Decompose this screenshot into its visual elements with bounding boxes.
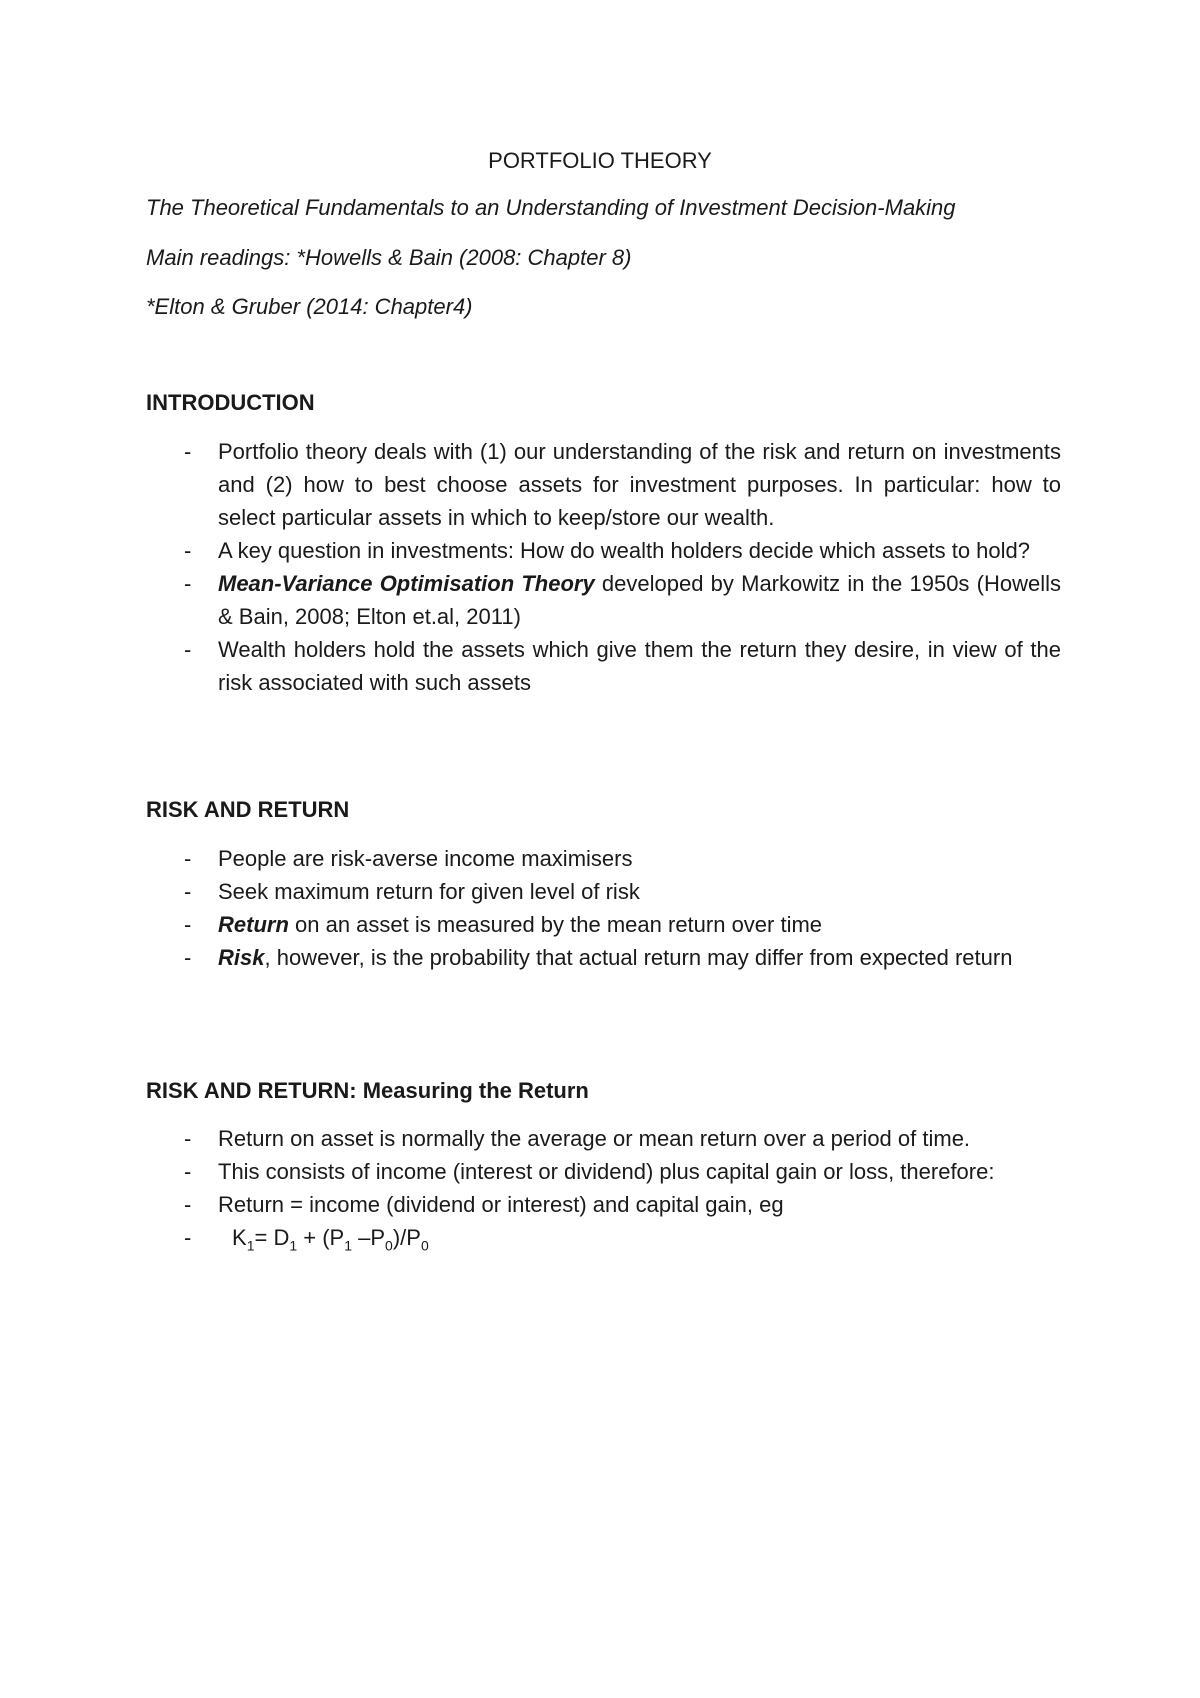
bullet-dash: -	[184, 1225, 192, 1250]
list-item-formula	[146, 1221, 1061, 1254]
bullet-dash: -	[184, 439, 192, 464]
bullet-text: Seek maximum return for given level of risk	[218, 879, 640, 904]
formula-k-subscript: 1	[246, 1237, 255, 1254]
bullet-text: This consists of income (interest or dividend) plus capital gain or loss, therefore:	[218, 1159, 995, 1184]
formula-p0: –P	[352, 1225, 386, 1250]
bullet-dash: -	[184, 945, 192, 970]
bullet-text: developed by Markowitz in the 1950s (Howells & Bain, 2008; Elton et.al, 2011)	[218, 571, 1061, 629]
list-item	[146, 567, 1061, 633]
return-formula	[218, 1225, 429, 1254]
bullet-dash: -	[184, 637, 192, 662]
formula-divisor-subscript: 0	[420, 1237, 429, 1254]
formula-divisor: )/P	[392, 1225, 421, 1250]
formula-p1-subscript: 1	[344, 1237, 353, 1254]
list-item	[146, 908, 1061, 941]
measuring-list	[146, 1122, 1061, 1254]
formula-k: K	[232, 1225, 247, 1250]
list-item	[146, 1155, 1061, 1188]
bullet-text: People are risk-averse income maximisers	[218, 846, 633, 871]
formula-d-subscript: 1	[289, 1237, 298, 1254]
list-item	[146, 633, 1061, 699]
bullet-emphasis: Mean-Variance Optimisation Theory	[218, 571, 595, 596]
list-item	[146, 875, 1061, 908]
bullet-dash: -	[184, 879, 192, 904]
formula-p1: + (P	[297, 1225, 345, 1250]
list-item	[146, 941, 1061, 974]
subtitle: The Theoretical Fundamentals to an Understanding of Investment Decision-Making	[146, 195, 956, 220]
bullet-dash: -	[184, 1159, 192, 1184]
list-item	[146, 435, 1061, 534]
list-item	[146, 1122, 1061, 1155]
list-item	[146, 842, 1061, 875]
introduction-heading: INTRODUCTION	[146, 390, 315, 415]
introduction-list	[146, 435, 1061, 699]
main-readings: Main readings: *Howells & Bain (2008: Chapter 8)	[146, 245, 632, 270]
list-item	[146, 534, 1061, 567]
formula-d: = D	[254, 1225, 290, 1250]
bullet-text: on an asset is measured by the mean return over time	[288, 912, 823, 937]
bullet-dash: -	[184, 846, 192, 871]
measuring-heading: RISK AND RETURN: Measuring the Return	[146, 1078, 589, 1103]
bullet-dash: -	[184, 1192, 192, 1217]
bullet-emphasis: Risk	[218, 945, 265, 970]
bullet-text: Return on asset is normally the average or mean return over a period of time.	[218, 1126, 971, 1151]
page-title: PORTFOLIO THEORY	[488, 148, 712, 173]
bullet-text: Wealth holders hold the assets which give them the return they desire, in view of the risk associated with such assets	[218, 637, 1061, 695]
bullet-dash: -	[184, 1126, 192, 1151]
second-reading: *Elton & Gruber (2014: Chapter4)	[146, 294, 473, 319]
list-item	[146, 1188, 1061, 1221]
bullet-text: , however, is the probability that actual return may differ from expected return	[264, 945, 1013, 970]
bullet-text: Portfolio theory deals with (1) our understanding of the risk and return on investments and (2) how to best choose assets for investment purposes. In particular: how to select particular assets in which to keep/store our wealth.	[218, 439, 1061, 530]
bullet-emphasis: Return	[218, 912, 289, 937]
risk-return-heading: RISK AND RETURN	[146, 797, 350, 822]
bullet-dash: -	[184, 912, 192, 937]
bullet-dash: -	[184, 571, 192, 596]
bullet-dash: -	[184, 538, 192, 563]
bullet-text: A key question in investments: How do wealth holders decide which assets to hold?	[218, 538, 1031, 563]
risk-return-list	[146, 842, 1061, 974]
bullet-text: Return = income (dividend or interest) and capital gain, eg	[218, 1192, 784, 1217]
formula-p0-subscript: 0	[385, 1237, 393, 1254]
